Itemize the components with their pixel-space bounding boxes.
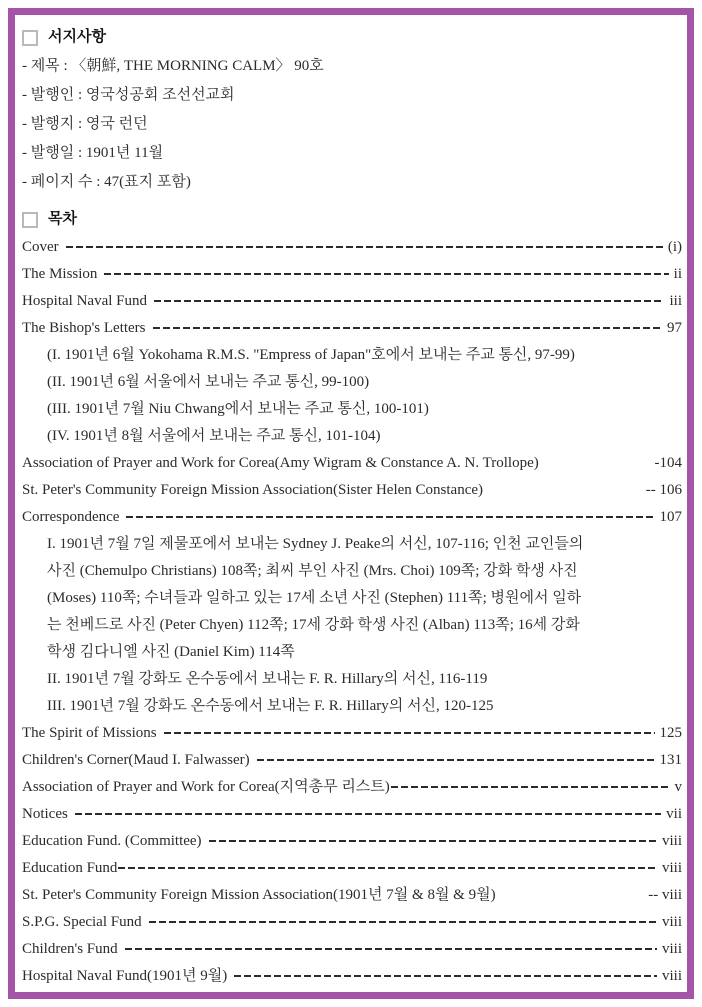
toc-subentry: I. 1901년 7월 7일 제물포에서 보내는 Sydney J. Peake의 서신, 107-116; 인천 교인들의 (47, 536, 584, 552)
toc-entry-label: Hospital Naval Fund (22, 293, 147, 309)
toc-entry-page: 125 (659, 725, 682, 741)
dash-leader (209, 840, 657, 842)
toc-entry (22, 828, 682, 855)
dash-leader (257, 759, 655, 761)
dash-leader (66, 246, 663, 248)
toc-entry-page: viii (661, 968, 682, 984)
document-page (8, 8, 694, 999)
toc-entry-page: 107 (659, 509, 682, 525)
dash-leader (234, 975, 657, 977)
toc-subentry: (Moses) 110쪽; 수녀들과 일하고 있는 17세 소년 사진 (Stephen) 111쪽; 병원에서 일하 (47, 590, 582, 606)
toc-entry-label: The Mission (22, 266, 98, 282)
toc-entry-label: Education Fund (22, 860, 118, 876)
toc-entry-label: Association of Prayer and Work for Corea(지역총무 리스트) (22, 779, 390, 795)
toc-entry (22, 261, 682, 288)
toc-entry-page: iii (669, 293, 682, 309)
toc-entry-page: viii (661, 833, 682, 849)
toc-entry-label: Cover (22, 239, 59, 255)
toc-subentry: 사진 (Chemulpo Christians) 108쪽; 최씨 부인 사진 (Mrs. Choi) 109쪽; 강화 학생 사진 (47, 563, 578, 579)
toc-entry (22, 747, 682, 774)
toc-entry-label: Children's Corner(Maud I. Falwasser) (22, 752, 250, 768)
toc-entry (22, 504, 682, 531)
bibliography-item: - 페이지 수 : 47(표지 포함) (22, 174, 191, 190)
toc-entry-page: vii (666, 806, 682, 822)
toc-entry-page: v (674, 779, 682, 795)
toc-subentry: II. 1901년 7월 강화도 온수동에서 보내는 F. R. Hillary의 서신, 116-119 (47, 671, 488, 687)
toc-subentry: (I. 1901년 6월 Yokohama R.M.S. "Empress of Japan"호에서 보내는 주교 통신, 97-99) (47, 347, 575, 363)
dash-leader (125, 948, 657, 950)
bibliography-title: 서지사항 (48, 29, 106, 45)
toc-entry-label: The Bishop's Letters (22, 320, 146, 336)
toc-entry-label: Notices (22, 806, 68, 822)
toc-entry-label: Correspondence (22, 509, 120, 525)
dash-leader (490, 489, 642, 491)
toc-entry-page: (i) (667, 239, 682, 255)
dash-leader-text: - (654, 455, 660, 471)
dash-leader (391, 786, 670, 788)
toc-entry (22, 855, 682, 882)
bibliography-section (22, 23, 682, 197)
dash-leader (503, 894, 645, 896)
toc-subentry: 학생 김다니엘 사진 (Daniel Kim) 114쪽 (47, 644, 295, 660)
dash-leader (154, 300, 664, 302)
toc-entry-label: S.P.G. Special Fund (22, 914, 142, 930)
toc-entry-page: viii (661, 860, 682, 876)
toc-entry (22, 882, 682, 909)
toc-entry (22, 909, 682, 936)
dash-leader (126, 516, 654, 518)
toc-subentry: III. 1901년 7월 강화도 온수동에서 보내는 F. R. Hillary의 서신, 120-125 (47, 698, 494, 714)
dash-leader (164, 732, 655, 734)
toc-subentry: 는 천베드로 사진 (Peter Chyen) 112쪽; 17세 강화 학생 사진 (Alban) 113쪽; 16세 강화 (47, 617, 580, 633)
bibliography-list (22, 52, 682, 197)
toc-entry-label: Association of Prayer and Work for Corea(Amy Wigram & Constance A. N. Trollope) (22, 455, 539, 471)
checkbox-icon (22, 212, 38, 228)
toc-title: 목차 (48, 211, 77, 227)
toc-entry-label: St. Peter's Community Foreign Mission Association(Sister Helen Constance) (22, 482, 484, 498)
section-divider-space (22, 197, 682, 205)
toc-entry-label: Hospital Naval Fund(1901년 9월) (22, 968, 228, 984)
toc-entry-page: viii (661, 914, 682, 930)
toc-subentry: (III. 1901년 7월 Niu Chwang에서 보내는 주교 통신, 100-101) (47, 401, 429, 417)
toc-entry (22, 477, 682, 504)
toc-entry (22, 450, 682, 477)
toc-entry-label: The Spirit of Missions (22, 725, 157, 741)
toc-entry-label: Education Fund. (Committee) (22, 833, 202, 849)
bibliography-item: - 발행지 : 영국 런던 (22, 116, 148, 132)
bibliography-item: - 제목 : 〈朝鮮, THE MORNING CALM〉 90호 (22, 58, 324, 74)
bibliography-item: - 발행일 : 1901년 11월 (22, 145, 164, 161)
toc-entry-page: 131 (659, 752, 682, 768)
bibliography-header (22, 23, 682, 52)
toc-entry (22, 801, 682, 828)
dash-leader-text: -- (642, 482, 660, 498)
dash-leader (149, 921, 657, 923)
toc-entry (22, 234, 682, 261)
toc-entry (22, 936, 682, 963)
toc-subentry: (II. 1901년 6월 서울에서 보내는 주교 통신, 99-100) (47, 374, 370, 390)
toc-entry (22, 315, 682, 342)
toc-entry-page: 97 (667, 320, 682, 336)
toc-entry (22, 720, 682, 747)
toc-entry (22, 774, 682, 801)
toc-entry-page: ii (673, 266, 682, 282)
dash-leader (153, 327, 662, 329)
checkbox-icon (22, 30, 38, 46)
toc-subentry: (IV. 1901년 8월 서울에서 보내는 주교 통신, 101-104) (47, 428, 381, 444)
toc-list (22, 234, 682, 990)
toc-entry-page: viii (661, 887, 682, 903)
toc-header (22, 205, 682, 234)
toc-entry-page: 104 (659, 455, 682, 471)
toc-entry-label: St. Peter's Community Foreign Mission Association(1901년 7월 & 8월 & 9월) (22, 887, 496, 903)
dash-leader (75, 813, 661, 815)
dash-leader-text: -- (644, 887, 662, 903)
toc-entry-page: viii (661, 941, 682, 957)
toc-entry-label: Children's Fund (22, 941, 118, 957)
toc-entry (22, 288, 682, 315)
bibliography-item: - 발행인 : 영국성공회 조선선교회 (22, 87, 235, 103)
toc-entry-page: 106 (659, 482, 682, 498)
dash-leader (118, 867, 657, 869)
toc-section (22, 205, 682, 990)
toc-entry (22, 963, 682, 990)
dash-leader (104, 273, 668, 275)
dash-leader (546, 462, 655, 464)
